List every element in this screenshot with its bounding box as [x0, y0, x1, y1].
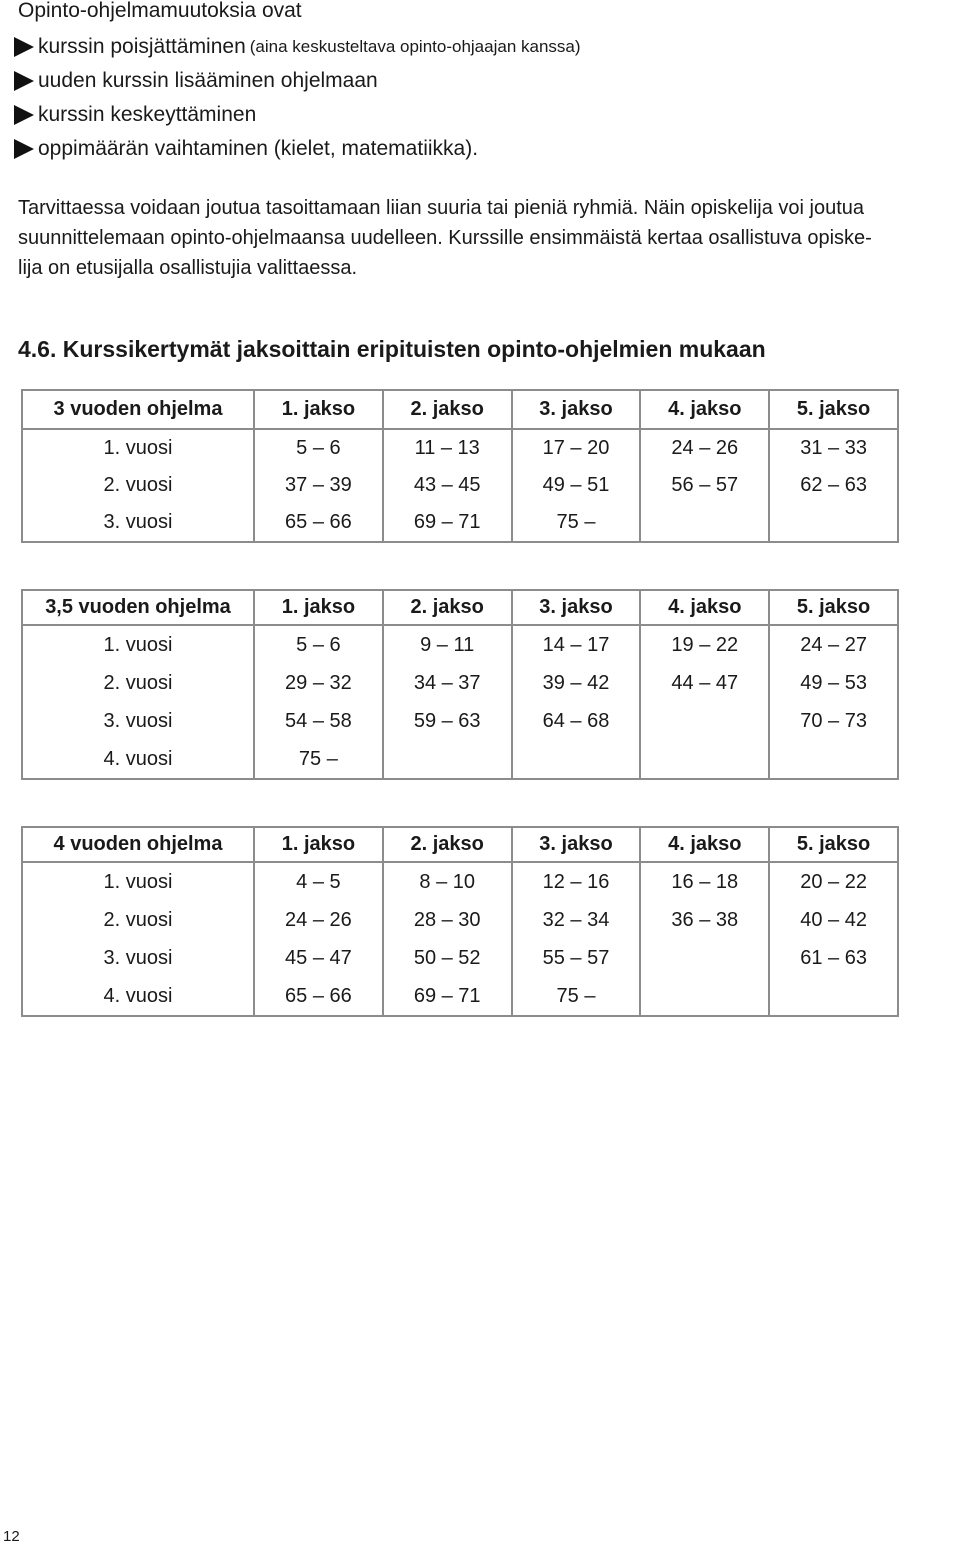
course-range-cell: 17 – 20 — [512, 429, 641, 467]
course-range-cell — [769, 740, 898, 779]
list-item-text: oppimäärän vaihtaminen (kielet, matematiikka). — [38, 137, 479, 160]
program-table-3-5-year — [21, 589, 899, 780]
triangle-bullet-icon — [14, 139, 34, 159]
course-range-cell: 75 – — [254, 740, 383, 779]
course-range-cell: 59 – 63 — [383, 702, 512, 740]
table-header-cell: 1. jakso — [254, 590, 383, 625]
course-range-cell: 29 – 32 — [254, 664, 383, 702]
section-heading: 4.6. Kurssikertymät jaksoittain eripituisten opinto-ohjelmien mukaan — [18, 336, 766, 362]
course-range-cell — [769, 977, 898, 1016]
course-range-cell: 69 – 71 — [383, 977, 512, 1016]
table-row — [22, 664, 898, 702]
course-range-cell: 5 – 6 — [254, 625, 383, 664]
course-range-cell — [640, 740, 769, 779]
table-header-cell: 1. jakso — [254, 827, 383, 862]
table-row — [22, 939, 898, 977]
course-range-cell: 5 – 6 — [254, 429, 383, 467]
intro-title: Opinto-ohjelmamuutoksia ovat — [18, 0, 302, 22]
table-header-cell: 5. jakso — [769, 827, 898, 862]
course-range-cell: 69 – 71 — [383, 504, 512, 542]
course-range-cell: 24 – 27 — [769, 625, 898, 664]
course-range-cell: 43 – 45 — [383, 467, 512, 504]
table-header-cell: 3,5 vuoden ohjelma — [22, 590, 254, 625]
table-header-cell: 2. jakso — [383, 590, 512, 625]
table-header-cell: 2. jakso — [383, 390, 512, 429]
table-header-cell: 4 vuoden ohjelma — [22, 827, 254, 862]
year-label-cell: 1. vuosi — [22, 862, 254, 901]
course-range-cell: 70 – 73 — [769, 702, 898, 740]
course-range-cell: 16 – 18 — [640, 862, 769, 901]
table-row — [22, 429, 898, 467]
paragraph-line: suunnittelemaan opinto-ohjelmaansa uudelleen. Kurssille ensimmäistä kertaa osallistuva opiske- — [18, 227, 872, 249]
course-range-cell — [640, 977, 769, 1016]
table-header-cell: 3. jakso — [512, 590, 641, 625]
course-range-cell: 64 – 68 — [512, 702, 641, 740]
course-range-cell: 49 – 53 — [769, 664, 898, 702]
course-range-cell: 50 – 52 — [383, 939, 512, 977]
year-label-cell: 1. vuosi — [22, 625, 254, 664]
course-range-cell: 75 – — [512, 504, 641, 542]
course-range-cell: 45 – 47 — [254, 939, 383, 977]
triangle-bullet-icon — [14, 37, 34, 57]
course-range-cell: 65 – 66 — [254, 504, 383, 542]
year-label-cell: 4. vuosi — [22, 740, 254, 779]
course-range-cell: 65 – 66 — [254, 977, 383, 1016]
table-header-row — [22, 590, 898, 625]
course-range-cell — [640, 939, 769, 977]
triangle-bullet-icon — [14, 71, 34, 91]
program-table-3-year — [21, 389, 899, 543]
course-range-cell: 36 – 38 — [640, 901, 769, 939]
course-range-cell: 9 – 11 — [383, 625, 512, 664]
year-label-cell: 2. vuosi — [22, 467, 254, 504]
course-range-cell: 56 – 57 — [640, 467, 769, 504]
table-header-cell: 3 vuoden ohjelma — [22, 390, 254, 429]
table-header-row — [22, 390, 898, 429]
course-range-cell: 40 – 42 — [769, 901, 898, 939]
paragraph-line: lija on etusijalla osallistujia valittaessa. — [18, 257, 358, 279]
table-row — [22, 625, 898, 664]
year-label-cell: 4. vuosi — [22, 977, 254, 1016]
course-range-cell: 62 – 63 — [769, 467, 898, 504]
table-row — [22, 901, 898, 939]
table-header-cell: 4. jakso — [640, 390, 769, 429]
list-item-text: kurssin keskeyttäminen — [38, 103, 257, 126]
body-paragraph — [18, 193, 958, 283]
list-item-note: (aina keskusteltava opinto-ohjaajan kanssa) — [249, 37, 581, 56]
course-range-cell: 37 – 39 — [254, 467, 383, 504]
course-range-cell: 34 – 37 — [383, 664, 512, 702]
table-header-cell: 4. jakso — [640, 827, 769, 862]
course-range-cell: 75 – — [512, 977, 641, 1016]
year-label-cell: 2. vuosi — [22, 664, 254, 702]
course-range-cell: 19 – 22 — [640, 625, 769, 664]
course-range-cell — [640, 504, 769, 542]
paragraph-line: Tarvittaessa voidaan joutua tasoittamaan liian suuria tai pieniä ryhmiä. Näin opiskelija voi joutua — [18, 197, 865, 219]
change-list — [14, 30, 581, 166]
table-header-row — [22, 827, 898, 862]
table-header-cell: 3. jakso — [512, 827, 641, 862]
list-item-text: uuden kurssin lisääminen ohjelmaan — [38, 69, 378, 92]
table-row — [22, 504, 898, 542]
course-range-cell: 12 – 16 — [512, 862, 641, 901]
table-row — [22, 702, 898, 740]
course-range-cell: 31 – 33 — [769, 429, 898, 467]
course-range-cell: 28 – 30 — [383, 901, 512, 939]
course-range-cell — [512, 740, 641, 779]
year-label-cell: 3. vuosi — [22, 702, 254, 740]
course-range-cell: 8 – 10 — [383, 862, 512, 901]
year-label-cell: 3. vuosi — [22, 939, 254, 977]
table-header-cell: 4. jakso — [640, 590, 769, 625]
table-row — [22, 862, 898, 901]
course-range-cell: 32 – 34 — [512, 901, 641, 939]
page-number: 12 — [3, 1528, 20, 1545]
list-item-text: kurssin poisjättäminen — [38, 35, 246, 58]
course-range-cell: 24 – 26 — [640, 429, 769, 467]
table-header-cell: 1. jakso — [254, 390, 383, 429]
course-range-cell: 55 – 57 — [512, 939, 641, 977]
course-range-cell: 61 – 63 — [769, 939, 898, 977]
course-range-cell: 14 – 17 — [512, 625, 641, 664]
course-range-cell: 11 – 13 — [383, 429, 512, 467]
course-range-cell: 49 – 51 — [512, 467, 641, 504]
year-label-cell: 1. vuosi — [22, 429, 254, 467]
course-range-cell — [640, 702, 769, 740]
course-range-cell — [769, 504, 898, 542]
table-header-cell: 5. jakso — [769, 590, 898, 625]
list-item — [14, 98, 581, 132]
table-header-cell: 2. jakso — [383, 827, 512, 862]
program-table-4-year — [21, 826, 899, 1017]
course-range-cell: 4 – 5 — [254, 862, 383, 901]
year-label-cell: 3. vuosi — [22, 504, 254, 542]
table-row — [22, 977, 898, 1016]
course-range-cell — [383, 740, 512, 779]
list-item — [14, 30, 581, 64]
table-row — [22, 467, 898, 504]
list-item — [14, 64, 581, 98]
course-range-cell: 39 – 42 — [512, 664, 641, 702]
table-row — [22, 740, 898, 779]
table-header-cell: 5. jakso — [769, 390, 898, 429]
course-range-cell: 54 – 58 — [254, 702, 383, 740]
course-range-cell: 24 – 26 — [254, 901, 383, 939]
course-range-cell: 20 – 22 — [769, 862, 898, 901]
list-item — [14, 132, 581, 166]
triangle-bullet-icon — [14, 105, 34, 125]
year-label-cell: 2. vuosi — [22, 901, 254, 939]
course-range-cell: 44 – 47 — [640, 664, 769, 702]
table-header-cell: 3. jakso — [512, 390, 641, 429]
